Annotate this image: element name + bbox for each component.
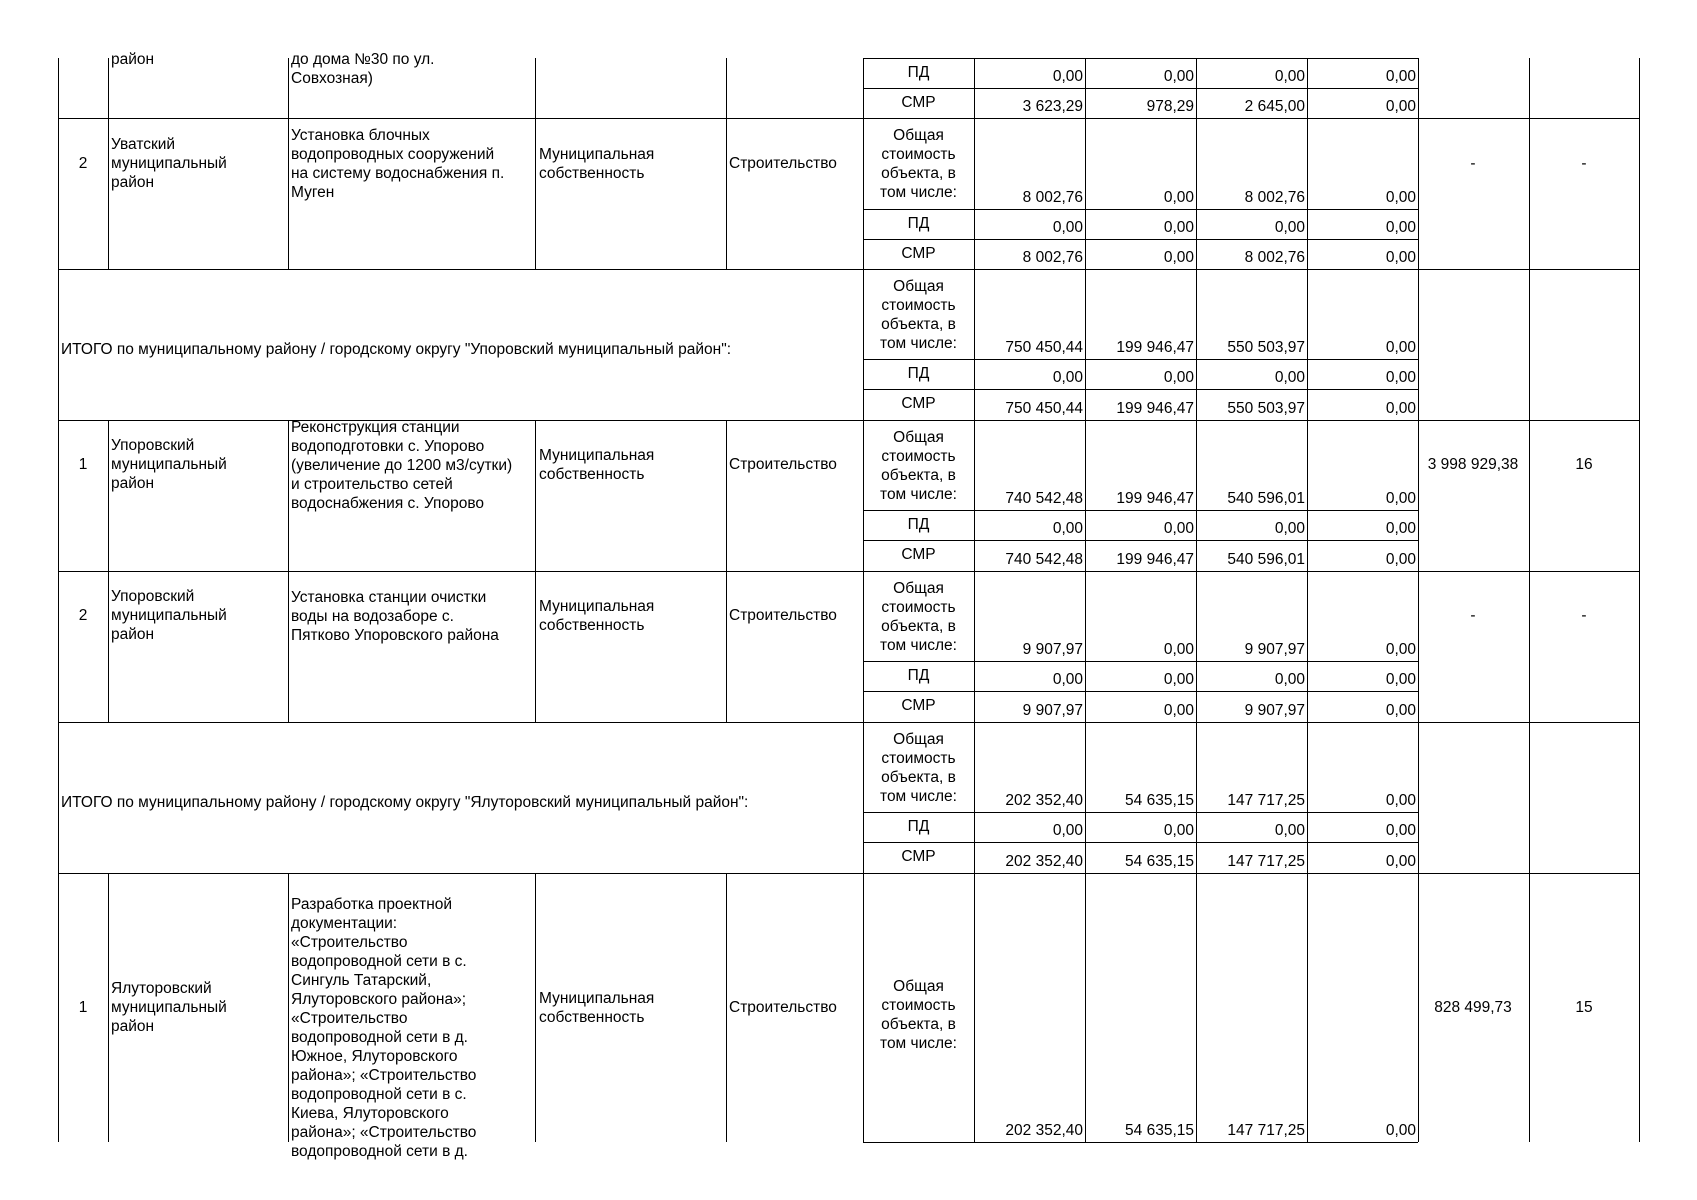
smr-value-1: 9 907,97: [1022, 702, 1083, 719]
pd-value-2: 0,00: [1163, 369, 1194, 386]
pd-label: ПД: [907, 215, 930, 232]
smr-value-2: 199 946,47: [1116, 400, 1194, 417]
grid-line: [863, 1142, 1418, 1143]
total-value-4: 0,00: [1385, 792, 1416, 809]
row-number: 1: [78, 456, 88, 473]
total-value-2: 199 946,47: [1116, 490, 1194, 507]
column-line: [1639, 58, 1640, 1142]
pd-label: ПД: [907, 365, 930, 382]
column-line: [726, 420, 727, 722]
column-line: [58, 722, 59, 873]
pd-value-1: 0,00: [1052, 68, 1083, 85]
pd-value-1: 0,00: [1052, 520, 1083, 537]
pd-label: ПД: [907, 818, 930, 835]
total-cost-label: Общая стоимость объекта, в том числе:: [880, 731, 957, 805]
pd-value-4: 0,00: [1385, 671, 1416, 688]
smr-label: СМР: [901, 94, 936, 111]
pd-value-4: 0,00: [1385, 68, 1416, 85]
smr-value-2: 978,29: [1146, 98, 1194, 115]
subrow-line: [863, 88, 1418, 89]
column-line: [1307, 58, 1308, 1142]
total-value-3: 147 717,25: [1227, 792, 1305, 809]
extra-value-1: -: [1470, 607, 1476, 624]
row-number: 2: [78, 607, 88, 624]
extra-value-2: -: [1581, 154, 1587, 172]
pd-label: ПД: [907, 64, 930, 81]
total-value-4: 0,00: [1385, 339, 1416, 356]
total-value-3: 540 596,01: [1227, 490, 1305, 507]
extra-value-1: 3 998 929,38: [1427, 456, 1519, 473]
pd-value-3: 0,00: [1274, 219, 1305, 236]
subrow-line: [863, 359, 1418, 360]
smr-value-4: 0,00: [1385, 400, 1416, 417]
row-separator: [58, 873, 1639, 874]
total-cost-label: Общая стоимость объекта, в том числе:: [880, 580, 957, 654]
smr-value-4: 0,00: [1385, 249, 1416, 266]
extra-value-2: 15: [1575, 998, 1593, 1016]
extra-value-2: 16: [1575, 456, 1593, 473]
smr-value-1: 8 002,76: [1022, 249, 1083, 266]
district-total-label: ИТОГО по муниципальному району / городскому округу "Упоровский муниципальный район":: [61, 341, 731, 358]
column-line: [288, 58, 289, 269]
smr-value-2: 0,00: [1163, 702, 1194, 719]
smr-label: СМР: [901, 697, 936, 714]
smr-label: СМР: [901, 395, 936, 412]
total-value-1: 202 352,40: [1005, 1122, 1083, 1139]
smr-value-2: 0,00: [1163, 249, 1194, 266]
pd-value-4: 0,00: [1385, 822, 1416, 839]
column-line: [288, 420, 289, 722]
total-value-1: 8 002,76: [1022, 189, 1083, 206]
total-cost-label: Общая стоимость объекта, в том числе:: [880, 127, 957, 201]
object-cell: Установка блочных водопроводных сооружений на систему водоснабжения п. Муген: [291, 126, 505, 201]
smr-value-1: 3 623,29: [1022, 98, 1083, 115]
total-value-4: 0,00: [1385, 1122, 1416, 1139]
subrow-line: [863, 209, 1418, 210]
smr-value-3: 2 645,00: [1244, 98, 1305, 115]
ownership-cell: Муниципальная собственность: [539, 989, 655, 1026]
pd-value-3: 0,00: [1274, 671, 1305, 688]
total-value-2: 54 635,15: [1125, 792, 1194, 809]
column-line: [108, 420, 109, 722]
pd-value-2: 0,00: [1163, 520, 1194, 537]
total-value-1: 750 450,44: [1005, 339, 1083, 356]
column-line: [288, 873, 289, 1142]
total-cost-label: Общая стоимость объекта, в том числе:: [880, 429, 957, 503]
work-type-cell: Строительство: [729, 456, 837, 473]
pd-value-1: 0,00: [1052, 822, 1083, 839]
object-cell: Реконструкция станции водоподготовки с. Упорово (увеличение до 1200 м3/сутки) и строительство сетей водоснабжения с. Упорово: [291, 418, 513, 512]
row-number: 1: [78, 998, 88, 1016]
pd-value-2: 0,00: [1163, 219, 1194, 236]
total-value-2: 54 635,15: [1125, 1122, 1194, 1139]
extra-value-2: -: [1581, 607, 1587, 624]
total-value-1: 9 907,97: [1022, 641, 1083, 658]
object-cell: Разработка проектной документации: «Строительство водопроводной сети в с. Сингуль Татарский, Ялуторовского района»; «Строительство водопроводной сети в д. Южное, Ялуторовского района»; «Строительство водопроводной сети в с. Киева, Ялуторовского района»; «Строительство водопроводной сети в д.: [291, 896, 477, 1160]
total-value-2: 199 946,47: [1116, 339, 1194, 356]
total-cost-label: Общая стоимость объекта, в том числе:: [880, 978, 957, 1052]
object-cell: Установка станции очистки воды на водозаборе с. Пятково Упоровского района: [291, 588, 499, 644]
smr-label: СМР: [901, 546, 936, 563]
work-type-cell: Строительство: [729, 998, 837, 1016]
subrow-line: [863, 812, 1418, 813]
ownership-cell: Муниципальная собственность: [539, 598, 655, 634]
column-line: [535, 873, 536, 1142]
smr-value-4: 0,00: [1385, 702, 1416, 719]
column-line: [535, 420, 536, 722]
subrow-line: [863, 58, 1418, 59]
subrow-line: [863, 239, 1418, 240]
subrow-line: [863, 510, 1418, 511]
row-separator: [58, 722, 1639, 723]
smr-value-3: 8 002,76: [1244, 249, 1305, 266]
total-value-4: 0,00: [1385, 490, 1416, 507]
total-value-2: 0,00: [1163, 189, 1194, 206]
total-value-1: 740 542,48: [1005, 490, 1083, 507]
ownership-cell: Муниципальная собственность: [539, 447, 655, 483]
subrow-line: [863, 389, 1418, 390]
district-cell: Уватский муниципальный район: [111, 135, 227, 191]
smr-label: СМР: [901, 848, 936, 865]
subrow-line: [863, 842, 1418, 843]
column-line: [1529, 58, 1530, 1142]
pd-value-2: 0,00: [1163, 671, 1194, 688]
object-cell: до дома №30 по ул. Совхозная): [291, 51, 435, 87]
pd-value-3: 0,00: [1274, 369, 1305, 386]
total-value-3: 9 907,97: [1244, 641, 1305, 658]
subrow-line: [863, 691, 1418, 692]
work-type-cell: Строительство: [729, 154, 837, 172]
total-cost-label: Общая стоимость объекта, в том числе:: [880, 278, 957, 352]
pd-value-3: 0,00: [1274, 822, 1305, 839]
extra-value-1: -: [1470, 154, 1476, 172]
total-value-2: 0,00: [1163, 641, 1194, 658]
subrow-line: [863, 661, 1418, 662]
district-cell: Упоровский муниципальный район: [111, 588, 227, 643]
column-line: [1085, 58, 1086, 1142]
row-number: 2: [78, 154, 88, 172]
column-line: [726, 873, 727, 1142]
smr-value-1: 750 450,44: [1005, 400, 1083, 417]
column-line: [974, 58, 975, 1142]
smr-value-4: 0,00: [1385, 98, 1416, 115]
column-line: [1418, 58, 1419, 1142]
extra-value-1: 828 499,73: [1434, 998, 1512, 1016]
column-line: [535, 58, 536, 269]
pd-label: ПД: [907, 516, 930, 533]
smr-value-2: 199 946,47: [1116, 551, 1194, 568]
column-line: [58, 269, 59, 420]
pd-value-2: 0,00: [1163, 822, 1194, 839]
pd-value-2: 0,00: [1163, 68, 1194, 85]
total-value-1: 202 352,40: [1005, 792, 1083, 809]
smr-value-4: 0,00: [1385, 853, 1416, 870]
district-total-label: ИТОГО по муниципальному району / городскому округу "Ялуторовский муниципальный район":: [61, 794, 749, 811]
smr-value-1: 202 352,40: [1005, 853, 1083, 870]
smr-value-2: 54 635,15: [1125, 853, 1194, 870]
total-value-3: 8 002,76: [1244, 189, 1305, 206]
pd-value-1: 0,00: [1052, 671, 1083, 688]
smr-value-3: 540 596,01: [1227, 551, 1305, 568]
column-line: [108, 873, 109, 1142]
work-type-cell: Строительство: [729, 607, 837, 624]
pd-value-1: 0,00: [1052, 369, 1083, 386]
pd-value-1: 0,00: [1052, 219, 1083, 236]
smr-value-3: 147 717,25: [1227, 853, 1305, 870]
column-line: [108, 58, 109, 269]
total-value-3: 550 503,97: [1227, 339, 1305, 356]
pd-label: ПД: [907, 667, 930, 684]
smr-value-4: 0,00: [1385, 551, 1416, 568]
smr-value-1: 740 542,48: [1005, 551, 1083, 568]
smr-value-3: 550 503,97: [1227, 400, 1305, 417]
total-value-3: 147 717,25: [1227, 1122, 1305, 1139]
subrow-line: [863, 540, 1418, 541]
pd-value-4: 0,00: [1385, 520, 1416, 537]
smr-value-3: 9 907,97: [1244, 702, 1305, 719]
pd-value-4: 0,00: [1385, 219, 1416, 236]
total-value-4: 0,00: [1385, 641, 1416, 658]
district-cell: Упоровский муниципальный район: [111, 437, 227, 492]
ownership-cell: Муниципальная собственность: [539, 145, 655, 182]
row-separator: [58, 571, 1639, 572]
row-separator: [58, 118, 1639, 119]
pd-value-3: 0,00: [1274, 520, 1305, 537]
district-cell: Ялуторовский муниципальный район: [111, 979, 227, 1035]
pd-value-4: 0,00: [1385, 369, 1416, 386]
row-separator: [58, 269, 1639, 270]
smr-label: СМР: [901, 245, 936, 262]
column-line: [726, 58, 727, 269]
district-cell: район: [111, 51, 155, 68]
total-value-4: 0,00: [1385, 189, 1416, 206]
column-line: [1196, 58, 1197, 1142]
pd-value-3: 0,00: [1274, 68, 1305, 85]
